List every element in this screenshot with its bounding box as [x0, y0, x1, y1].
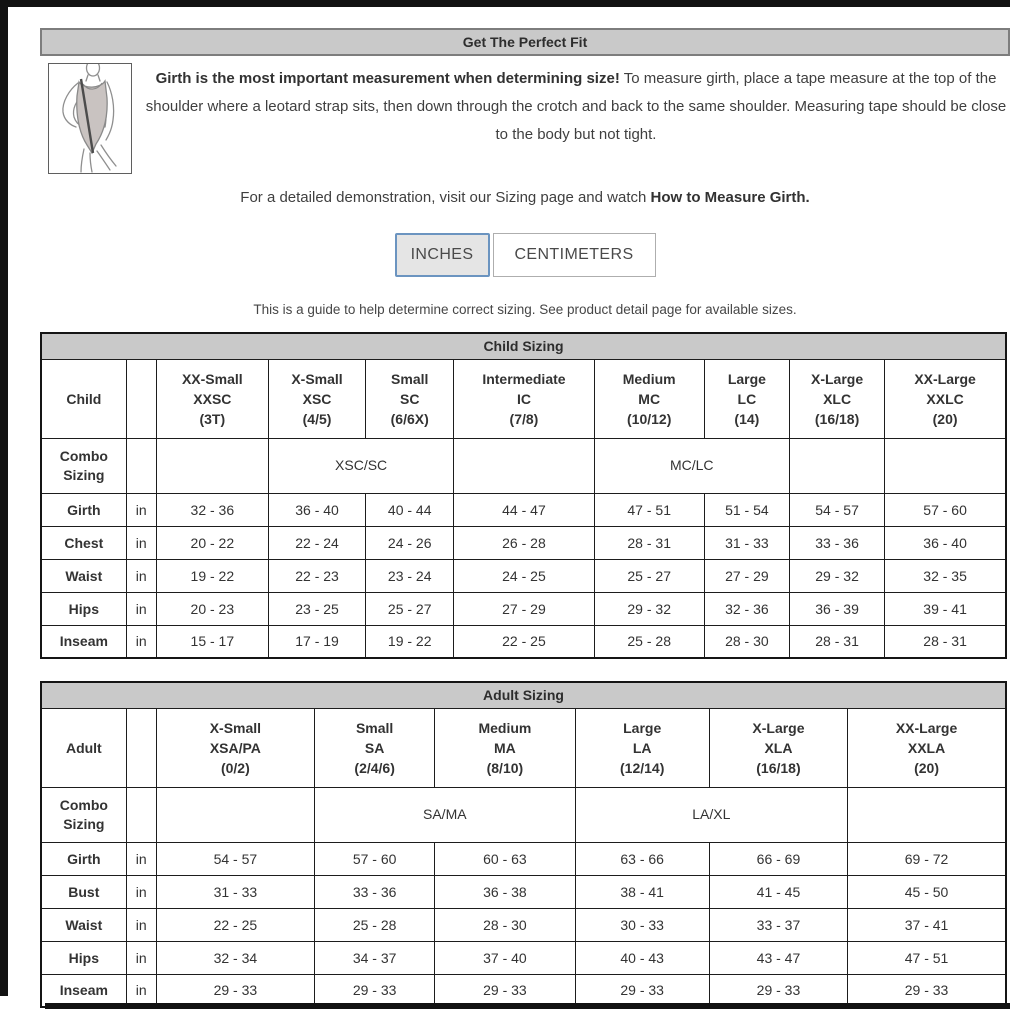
- measurement-value-cell: 43 - 47: [709, 941, 847, 974]
- table-title: Adult Sizing: [41, 682, 1006, 708]
- size-range: (10/12): [627, 410, 672, 427]
- size-name: Small: [355, 719, 394, 736]
- size-code: XXLA: [907, 739, 946, 756]
- size-code: LA: [632, 739, 652, 756]
- measurement-value-cell: 36 - 40: [268, 493, 365, 526]
- size-name: XX-Small: [181, 370, 243, 387]
- combo-sizing-cell: XSC/SC: [268, 438, 453, 493]
- table-row-header: Adult: [41, 708, 126, 787]
- measurement-value-cell: 57 - 60: [315, 842, 435, 875]
- leotard-girth-illustration: [48, 63, 132, 174]
- size-name: Medium: [478, 719, 532, 736]
- table-row-header: Child: [41, 359, 126, 438]
- table-title: Child Sizing: [41, 333, 1006, 359]
- size-name: Large: [727, 370, 766, 387]
- measurement-label: Girth: [41, 493, 126, 526]
- measurement-value-cell: 20 - 23: [156, 592, 268, 625]
- measurement-value-cell: 32 - 36: [704, 592, 789, 625]
- demo-text: For a detailed demonstration, visit our Sizing page and watch: [240, 189, 651, 206]
- unit-cell: in: [126, 526, 156, 559]
- measurement-value-cell: 54 - 57: [156, 842, 314, 875]
- measurement-label: Inseam: [41, 625, 126, 658]
- size-name: X-Large: [811, 370, 864, 387]
- unit-cell: in: [126, 493, 156, 526]
- measurement-value-cell: 29 - 33: [709, 974, 847, 1007]
- page-frame-left: [0, 0, 8, 996]
- size-name: Intermediate: [482, 370, 566, 387]
- measurement-value-cell: 39 - 41: [885, 592, 1006, 625]
- measurement-value-cell: 22 - 25: [454, 625, 594, 658]
- unit-column-empty-cell: [126, 438, 156, 493]
- size-name: Medium: [622, 370, 676, 387]
- measurement-value-cell: 36 - 39: [789, 592, 884, 625]
- measurement-value-cell: 28 - 30: [435, 908, 575, 941]
- measurement-value-cell: 27 - 29: [704, 559, 789, 592]
- unit-cell: in: [126, 875, 156, 908]
- measurement-label: Hips: [41, 592, 126, 625]
- measurement-value-cell: 25 - 27: [594, 559, 704, 592]
- unit-column-empty-cell: [126, 708, 156, 787]
- measurement-value-cell: 20 - 22: [156, 526, 268, 559]
- size-column-header: [156, 708, 314, 787]
- measurement-value-cell: 44 - 47: [454, 493, 594, 526]
- measurement-value-cell: 36 - 40: [885, 526, 1006, 559]
- measurement-value-cell: 37 - 40: [435, 941, 575, 974]
- girth-intro-section: [40, 63, 1010, 174]
- measurement-value-cell: 31 - 33: [704, 526, 789, 559]
- size-column-header: [454, 359, 594, 438]
- size-range: (14): [734, 410, 760, 427]
- size-code: IC: [516, 390, 531, 407]
- combo-sizing-cell: [885, 438, 1006, 493]
- size-code: LC: [737, 390, 757, 407]
- unit-column-empty-cell: [126, 787, 156, 842]
- measurement-value-cell: 32 - 34: [156, 941, 314, 974]
- size-range: (7/8): [509, 410, 539, 427]
- measurement-value-cell: 22 - 23: [268, 559, 365, 592]
- measurement-value-cell: 25 - 27: [366, 592, 454, 625]
- adult-sizing-table: [40, 681, 1007, 1008]
- size-column-header: [575, 708, 709, 787]
- page-title: Get The Perfect Fit: [40, 28, 1010, 56]
- size-name: X-Small: [291, 370, 343, 387]
- size-code: XSA/PA: [209, 739, 261, 756]
- combo-sizing-cell: MC/LC: [594, 438, 789, 493]
- measurement-value-cell: 36 - 38: [435, 875, 575, 908]
- measurement-value-cell: 34 - 37: [315, 941, 435, 974]
- measurement-value-cell: 40 - 44: [366, 493, 454, 526]
- measurement-label: Inseam: [41, 974, 126, 1007]
- girth-instructions-bold: Girth is the most important measurement when determining size!: [155, 70, 620, 87]
- measurement-value-cell: 25 - 28: [594, 625, 704, 658]
- size-code: SA: [364, 739, 385, 756]
- girth-instructions-paragraph: [132, 63, 1010, 174]
- measurement-value-cell: 40 - 43: [575, 941, 709, 974]
- size-code: XSC: [302, 390, 332, 407]
- size-range: (4/5): [302, 410, 332, 427]
- measurement-value-cell: 45 - 50: [848, 875, 1006, 908]
- size-code: MC: [638, 390, 661, 407]
- measurement-value-cell: 41 - 45: [709, 875, 847, 908]
- unit-cell: in: [126, 559, 156, 592]
- measurement-value-cell: 28 - 30: [704, 625, 789, 658]
- measurement-value-cell: 69 - 72: [848, 842, 1006, 875]
- measurement-value-cell: 24 - 25: [454, 559, 594, 592]
- size-range: (20): [914, 759, 939, 776]
- demo-line: [40, 189, 1010, 206]
- measurement-label: Bust: [41, 875, 126, 908]
- measurement-value-cell: 66 - 69: [709, 842, 847, 875]
- combo-sizing-cell: [454, 438, 594, 493]
- measurement-value-cell: 54 - 57: [789, 493, 884, 526]
- combo-sizing-cell: [848, 787, 1006, 842]
- inches-button[interactable]: INCHES: [395, 233, 490, 277]
- measurement-value-cell: 22 - 24: [268, 526, 365, 559]
- measurement-value-cell: 22 - 25: [156, 908, 314, 941]
- size-code: XLC: [823, 390, 852, 407]
- measurement-value-cell: 26 - 28: [454, 526, 594, 559]
- demo-bold-text: How to Measure Girth.: [650, 189, 810, 206]
- combo-sizing-label: Combo Sizing: [41, 438, 126, 493]
- measurement-value-cell: 32 - 36: [156, 493, 268, 526]
- measurement-value-cell: 28 - 31: [789, 625, 884, 658]
- size-range: (2/4/6): [354, 759, 395, 776]
- size-range: (16/18): [756, 759, 801, 776]
- combo-sizing-cell: SA/MA: [315, 787, 576, 842]
- measurement-value-cell: 29 - 32: [594, 592, 704, 625]
- measurement-value-cell: 47 - 51: [594, 493, 704, 526]
- unit-cell: in: [126, 592, 156, 625]
- measurement-value-cell: 29 - 33: [848, 974, 1006, 1007]
- unit-cell: in: [126, 625, 156, 658]
- measurement-value-cell: 33 - 36: [789, 526, 884, 559]
- measurement-value-cell: 51 - 54: [704, 493, 789, 526]
- measurement-label: Waist: [41, 908, 126, 941]
- unit-cell: in: [126, 842, 156, 875]
- measurement-value-cell: 38 - 41: [575, 875, 709, 908]
- measurement-value-cell: 29 - 33: [575, 974, 709, 1007]
- size-range: (6/6X): [390, 410, 429, 427]
- combo-sizing-cell: LA/XL: [575, 787, 848, 842]
- measurement-value-cell: 27 - 29: [454, 592, 594, 625]
- measurement-value-cell: 57 - 60: [885, 493, 1006, 526]
- measurement-label: Chest: [41, 526, 126, 559]
- size-column-header: [268, 359, 365, 438]
- size-column-header: [709, 708, 847, 787]
- measurement-value-cell: 23 - 24: [366, 559, 454, 592]
- size-name: XX-Large: [914, 370, 976, 387]
- size-range: (16/18): [814, 410, 860, 427]
- size-column-header: [789, 359, 884, 438]
- measurement-value-cell: 37 - 41: [848, 908, 1006, 941]
- measurement-value-cell: 32 - 35: [885, 559, 1006, 592]
- size-range: (0/2): [220, 759, 250, 776]
- girth-instructions-rest: To measure girth, place a tape measure at the top of the shoulder where a leotard strap sits, then down through the crotch and back to the same shoulder. Measuring tape should be close to the body but not tight.: [145, 70, 1007, 143]
- size-range: (3T): [199, 410, 226, 427]
- size-code: XXLC: [926, 390, 964, 407]
- measurement-value-cell: 15 - 17: [156, 625, 268, 658]
- size-column-header: [435, 708, 575, 787]
- measurement-value-cell: 19 - 22: [156, 559, 268, 592]
- size-range: (8/10): [486, 759, 524, 776]
- size-name: Large: [623, 719, 662, 736]
- size-column-header: [704, 359, 789, 438]
- size-column-header: [594, 359, 704, 438]
- size-name: XX-Large: [895, 719, 958, 736]
- measurement-value-cell: 25 - 28: [315, 908, 435, 941]
- measurement-value-cell: 30 - 33: [575, 908, 709, 941]
- measurement-value-cell: 29 - 33: [435, 974, 575, 1007]
- size-column-header: [156, 359, 268, 438]
- measurement-label: Waist: [41, 559, 126, 592]
- measurement-value-cell: 29 - 33: [156, 974, 314, 1007]
- combo-sizing-label: Combo Sizing: [41, 787, 126, 842]
- size-range: (12/14): [620, 759, 665, 776]
- unit-cell: in: [126, 908, 156, 941]
- measurement-value-cell: 47 - 51: [848, 941, 1006, 974]
- leotard-figure-drawing: [49, 64, 131, 173]
- sizing-guide-note: This is a guide to help determine correct sizing. See product detail page for available sizes.: [253, 302, 797, 317]
- size-code: XLA: [764, 739, 793, 756]
- measurement-value-cell: 29 - 33: [315, 974, 435, 1007]
- measurement-label: Hips: [41, 941, 126, 974]
- combo-sizing-cell: [156, 438, 268, 493]
- measurement-value-cell: 31 - 33: [156, 875, 314, 908]
- size-range: (20): [932, 410, 958, 427]
- size-name: Small: [391, 370, 429, 387]
- sizing-guide-content: [40, 0, 1010, 1008]
- unit-column-empty-cell: [126, 359, 156, 438]
- size-name: X-Large: [752, 719, 805, 736]
- size-column-header: [848, 708, 1006, 787]
- combo-sizing-cell: [156, 787, 314, 842]
- size-code: XXSC: [193, 390, 232, 407]
- measurement-value-cell: 29 - 32: [789, 559, 884, 592]
- size-name: X-Small: [209, 719, 262, 736]
- measurement-value-cell: 63 - 66: [575, 842, 709, 875]
- measurement-value-cell: 33 - 36: [315, 875, 435, 908]
- measurement-value-cell: 24 - 26: [366, 526, 454, 559]
- size-code: SC: [399, 390, 420, 407]
- size-code: MA: [494, 739, 516, 756]
- unit-cell: in: [126, 941, 156, 974]
- measurement-value-cell: 17 - 19: [268, 625, 365, 658]
- measurement-value-cell: 33 - 37: [709, 908, 847, 941]
- measurement-value-cell: 28 - 31: [594, 526, 704, 559]
- size-column-header: [366, 359, 454, 438]
- combo-sizing-cell: [789, 438, 884, 493]
- size-column-header: [315, 708, 435, 787]
- child-sizing-table: [40, 332, 1007, 659]
- unit-toggle-group: [40, 233, 1010, 277]
- measurement-value-cell: 28 - 31: [885, 625, 1006, 658]
- page-frame-bottom: [45, 1003, 1010, 1009]
- size-column-header: [885, 359, 1006, 438]
- measurement-value-cell: 23 - 25: [268, 592, 365, 625]
- measurement-value-cell: 19 - 22: [366, 625, 454, 658]
- unit-cell: in: [126, 974, 156, 1007]
- measurement-label: Girth: [41, 842, 126, 875]
- page-frame-top: [0, 0, 1010, 7]
- measurement-value-cell: 60 - 63: [435, 842, 575, 875]
- centimeters-button[interactable]: CENTIMETERS: [493, 233, 656, 277]
